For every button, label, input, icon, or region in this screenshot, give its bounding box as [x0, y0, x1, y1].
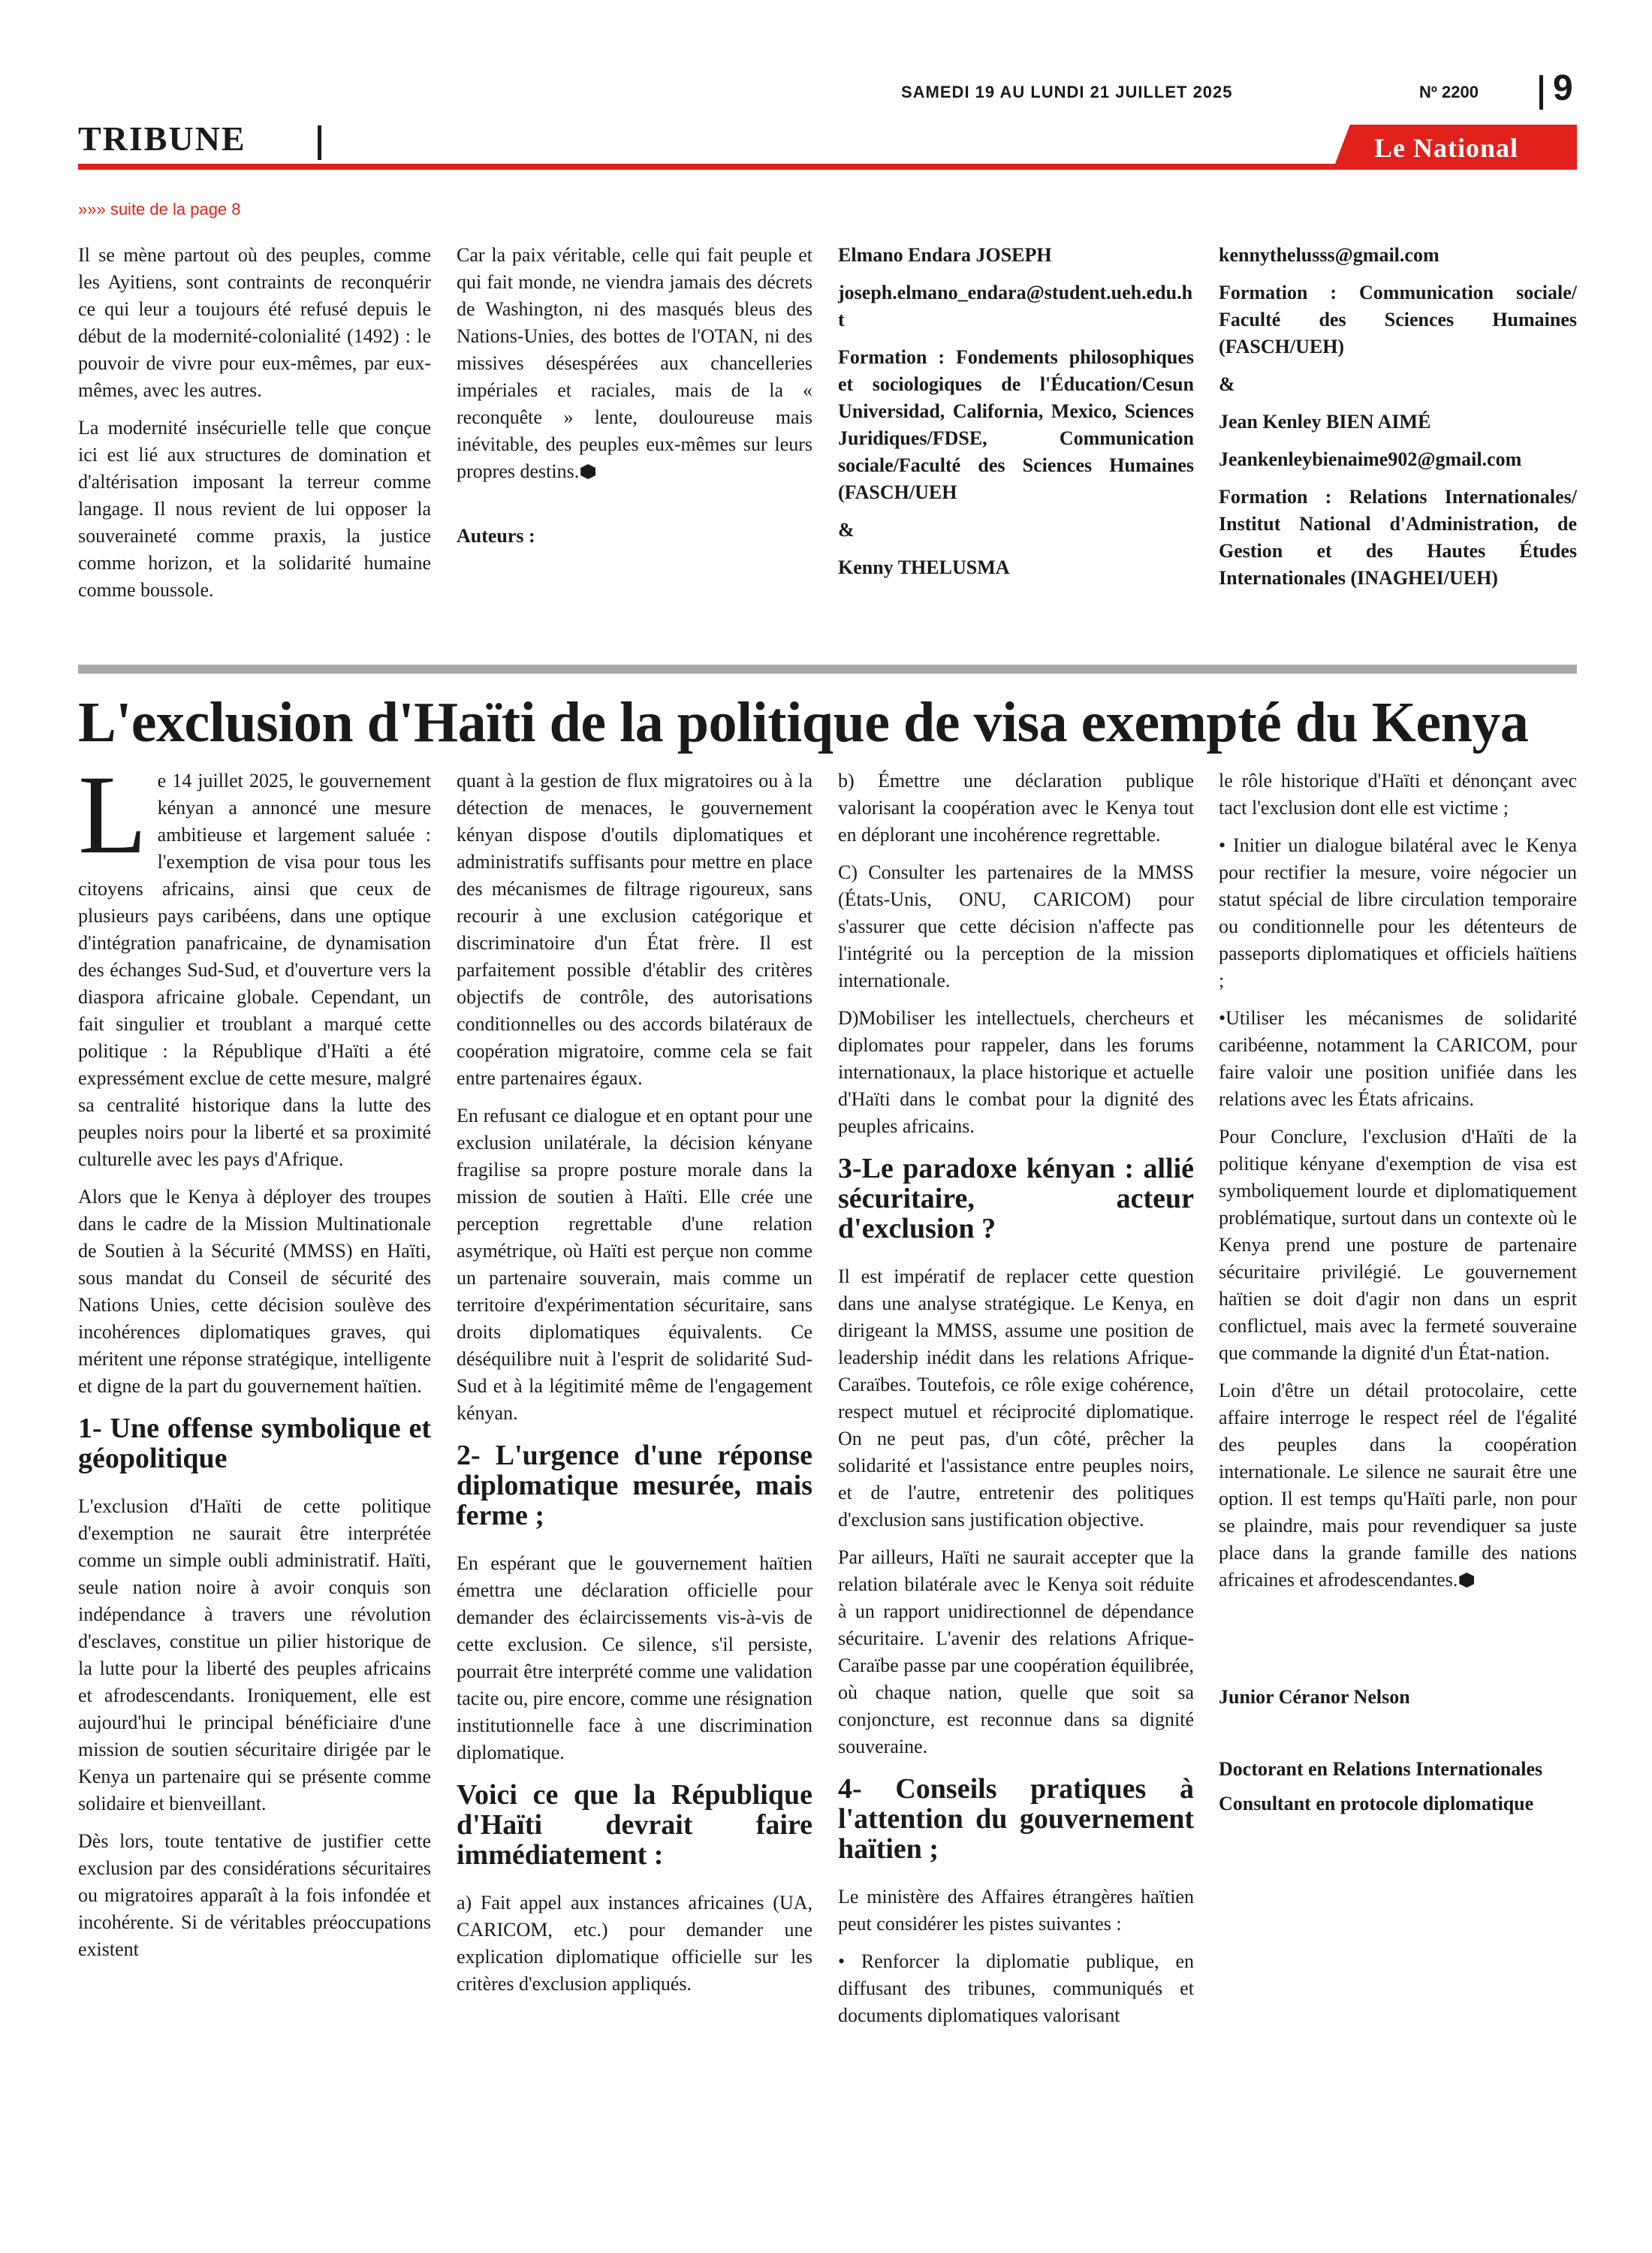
- author-email: Jeankenleybienaime902@gmail.com: [1219, 448, 1522, 470]
- subheading: 1- Une offense symbolique et géopolitique: [78, 1413, 431, 1474]
- author-name: Jean Kenley BIEN AIMÉ: [1219, 411, 1431, 433]
- authors-label: Auteurs :: [457, 525, 535, 547]
- prev-article-col4: [1219, 242, 1577, 602]
- author-name: Junior Céranor Nelson: [1219, 1686, 1410, 1708]
- ampersand: &: [1219, 373, 1235, 395]
- paragraph: Il est impératif de replacer cette question dans une analyse stratégique. Le Kenya, en dirigeant la MMSS, assume une position de leadership inédit dans les relations Afrique-Caraïbes. Toutefois, ce rôle exige cohérence, respect mutuel et réciprocité diplomatique. On ne peut pas, d'un côté, prêcher la solidarité et l'assistance entre peuples noirs, et de l'autre, entretenir des politiques d'exclusion sans justification objective.: [838, 1265, 1194, 1531]
- issue-date: SAMEDI 19 AU LUNDI 21 JUILLET 2025: [901, 83, 1233, 101]
- paragraph: Alors que le Kenya à déployer des troupes dans le cadre de la Mission Multinationale de Soutien à la Sécurité (MMSS) en Haïti, sous mandat du Conseil de sécurité des Nations Unies, cette décision soulève des incohérences diplomatiques graves, qui méritent une réponse stratégique, intelligente et digne de la part du gouvernement haïtien.: [78, 1186, 431, 1397]
- paragraph: • Initier un dialogue bilatéral avec le Kenya pour rectifier la mesure, voire négocier un statut spécial de libre circulation temporaire ou conditionnelle pour les détenteurs de passeports diplomatiques et officiels haïtiens ;: [1219, 834, 1577, 991]
- paragraph: En espérant que le gouvernement haïtien émettra une déclaration officielle pour demander des éclaircissements vis-à-vis de cette exclusion. Ce silence, s'il persiste, pourrait être interprété comme une validation tacite ou, pire encore, comme une résignation institutionnelle face à une discrimination diplomatique.: [457, 1552, 812, 1763]
- brand-logo: Le National: [1374, 133, 1519, 163]
- author-name: Kenny THELUSMA: [838, 556, 1010, 578]
- subheading: Voici ce que la République d'Haïti devrait faire immédiatement :: [457, 1779, 812, 1871]
- article-col4: [1219, 768, 1577, 1828]
- prev-article-col2: [457, 242, 812, 560]
- prev-article-col1: [78, 242, 431, 614]
- paragraph: e 14 juillet 2025, le gouvernement kényan a annoncé une mesure ambitieuse et largement saluée : l'exemption de visa pour tous les citoyens africains, ainsi que ceux de plusieurs pays caribéens, dans une optique d'intégration panafricaine, de dynamisation des échanges Sud-Sud, et d'ouverture vers la diaspora africaine globale. Cependant, un fait singulier et troublant a marqué cette politique : la République d'Haïti a été expressément exclue de cette mesure, malgré sa centralité historique dans la lutte des peuples noirs pour la liberté et sa proximité culturelle avec les pays d'Afrique.: [78, 770, 431, 1170]
- article-col1: [78, 753, 431, 1974]
- paragraph: Pour Conclure, l'exclusion d'Haïti de la politique kényane d'exemption de visa est symboliquement lourde et diplomatiquement problématique, surtout dans un contexte où le Kenya prend une posture de partenaire sécuritaire privilégié. Le gouvernement haïtien se doit d'agir non dans un esprit conflictuel, mais avec la fermeté souveraine que commande la dignité d'un État-nation.: [1219, 1126, 1577, 1364]
- continued-link[interactable]: »»» suite de la page 8: [78, 200, 241, 219]
- article-divider: [78, 665, 1577, 674]
- paragraph: L'exclusion d'Haïti de cette politique d'exemption ne saurait être interprétée comme un simple oubli administratif. Haïti, seule nation noire à avoir conquis son indépendance à travers une révolution d'esclaves, constitue un pilier historique de la lutte pour la liberté des peuples africains et afrodescendants. Ironiquement, elle est aujourd'hui le principal bénéficiaire d'une mission de soutien sécuritaire dirigée par le Kenya un partenaire qui se présente comme solidaire et bienveillant.: [78, 1495, 431, 1814]
- paragraph: le rôle historique d'Haïti et dénonçant avec tact l'exclusion dont elle est victime ;: [1219, 770, 1577, 819]
- paragraph: La modernité insécurielle telle que conçue ici est lié aux structures de domination et d'altérisation imposant la terreur comme langage. Il nous revient de lui opposer la souveraineté comme praxis, la justice comme horizon, et la solidarité humaine comme boussole.: [78, 417, 431, 601]
- paragraph: b) Émettre une déclaration publique valorisant la coopération avec le Kenya tout en déplorant une incohérence regrettable.: [838, 770, 1194, 846]
- article-headline: L'exclusion d'Haïti de la politique de visa exempté du Kenya: [78, 691, 1529, 754]
- subheading: 3-Le paradoxe kényan : allié sécuritaire, acteur d'exclusion ?: [838, 1153, 1194, 1244]
- author-formation: Formation : Fondements philosophiques et sociologiques de l'Éducation/Cesun Universidad, California, Mexico, Sciences Juridiques/FDSE, Communication sociale/Faculté des Sciences Humaines (FASCH/UEH: [838, 346, 1194, 503]
- issue-number: Nº 2200: [1419, 83, 1479, 101]
- paragraph: Le ministère des Affaires étrangères haïtien peut considérer les pistes suivantes :: [838, 1886, 1194, 1935]
- paragraph: Il se mène partout où des peuples, comme les Ayitiens, sont contraints de reconquérir ce qui leur a toujours été refusé depuis le début de la modernité-colonialité (1492) : le pouvoir de vivre pour eux-mêmes, par eux-mêmes, avec les autres.: [78, 244, 431, 401]
- drop-cap: L: [78, 753, 147, 877]
- author-title: Doctorant en Relations Internationales: [1219, 1758, 1543, 1780]
- paragraph: En refusant ce dialogue et en optant pour une exclusion unilatérale, la décision kényane fragilise sa propre posture morale dans la mission de soutien à Haïti. Elle crée une perception regrettable d'une relation asymétrique, où Haïti est perçue non comme un partenaire souverain, mais comme un territoire d'expérimentation sécuritaire, sans droits diplomatiques équivalents. Ce déséquilibre nuit à l'esprit de solidarité Sud-Sud et à la légitimité même de l'engagement kényan.: [457, 1105, 812, 1424]
- author-name: Elmano Endara JOSEPH: [838, 244, 1052, 266]
- article-col3: [838, 768, 1194, 2040]
- section-title: TRIBUNE: [78, 119, 246, 158]
- article-col2: [457, 768, 812, 2008]
- author-email: joseph.elmano_endara@student.ueh.edu.ht: [838, 282, 1193, 330]
- paragraph: Dès lors, toute tentative de justifier cette exclusion par des considérations sécuritaires ou migratoires apparaît à la fois infondée et incohérente. Si de véritables préoccupations existent: [78, 1830, 431, 1960]
- paragraph: C) Consulter les partenaires de la MMSS (États-Unis, ONU, CARICOM) pour s'assurer que cette décision n'affecte pas l'intégrité ou la perception de la mission internationale.: [838, 861, 1194, 991]
- paragraph: Loin d'être un détail protocolaire, cette affaire interroge le respect réel de l'égalité des peuples dans la coopération internationale. Le silence ne saurait être une option. Il est temps qu'Haïti parle, non pour se plaindre, mais pour revendiquer sa juste place dans la grande famille des nations africaines et afrodescendantes.: [1219, 1380, 1577, 1591]
- author-formation: Formation : Communication sociale/ Faculté des Sciences Humaines (FASCH/UEH): [1219, 282, 1577, 357]
- subheading: 2- L'urgence d'une réponse diplomatique mesurée, mais ferme ;: [457, 1440, 812, 1531]
- paragraph: •Utiliser les mécanismes de solidarité caribéenne, notamment la CARICOM, pour faire valoir une position unifiée dans les relations avec les États africains.: [1219, 1007, 1577, 1110]
- ampersand: &: [838, 519, 855, 541]
- author-email: kennythelusss@gmail.com: [1219, 244, 1439, 266]
- end-mark-icon: [1459, 1573, 1474, 1588]
- section-separator: [318, 125, 321, 160]
- paragraph: a) Fait appel aux instances africaines (UA, CARICOM, etc.) pour demander une explication diplomatique officielle sur les critères d'exclusion appliqués.: [457, 1892, 812, 1995]
- page-number: 9: [1553, 68, 1573, 108]
- paragraph: Par ailleurs, Haïti ne saurait accepter que la relation bilatérale avec le Kenya soit réduite à un rapport unidirectionnel de dépendance sécuritaire. L'avenir des relations Afrique-Caraïbe passe par une coopération équilibrée, où chaque nation, quelle que soit sa conjoncture, est reconnue dans sa dignité souveraine.: [838, 1546, 1194, 1757]
- subheading: 4- Conseils pratiques à l'attention du gouvernement haïtien ;: [838, 1773, 1194, 1865]
- author-formation: Formation : Relations Internationales/ Institut National d'Administration, de Gestion et des Hautes Études Internationales (INAGHEI/UEH): [1219, 486, 1577, 589]
- paragraph: • Renforcer la diplomatie publique, en diffusant des tribunes, communiqués et documents diplomatiques valorisant: [838, 1950, 1194, 2026]
- paragraph: Car la paix véritable, celle qui fait peuple et qui fait monde, ne viendra jamais des décrets de Washington, ni des masqués bleus des Nations-Unies, des bottes de l'OTAN, ni des missives désespérées aux chancelleries impériales et raciales, mais de la « reconquête » lente, douloureuse mais inévitable, des peuples eux-mêmes sur leurs propres destins.: [457, 244, 812, 482]
- paragraph: quant à la gestion de flux migratoires ou à la détection de menaces, le gouvernement kényan dispose d'outils diplomatiques et administratifs suffisants pour mettre en place des mécanismes de filtrage rigoureux, sans recourir à une exclusion catégorique et discriminatoire d'un État frère. Il est parfaitement possible d'établir des critères objectifs de contrôle, des autorisations conditionnelles ou des accords bilatéraux de coopération migratoire, comme cela se fait entre partenaires égaux.: [457, 770, 812, 1089]
- author-title: Consultant en protocole diplomatique: [1219, 1793, 1534, 1814]
- paragraph: D)Mobiliser les intellectuels, chercheurs et diplomates pour rappeler, dans les forums internationaux, la place historique et actuelle d'Haïti dans le combat pour la dignité des peuples africains.: [838, 1007, 1194, 1137]
- end-mark-icon: [580, 464, 595, 479]
- prev-article-col3: [838, 242, 1194, 592]
- header-separator: [1539, 75, 1543, 110]
